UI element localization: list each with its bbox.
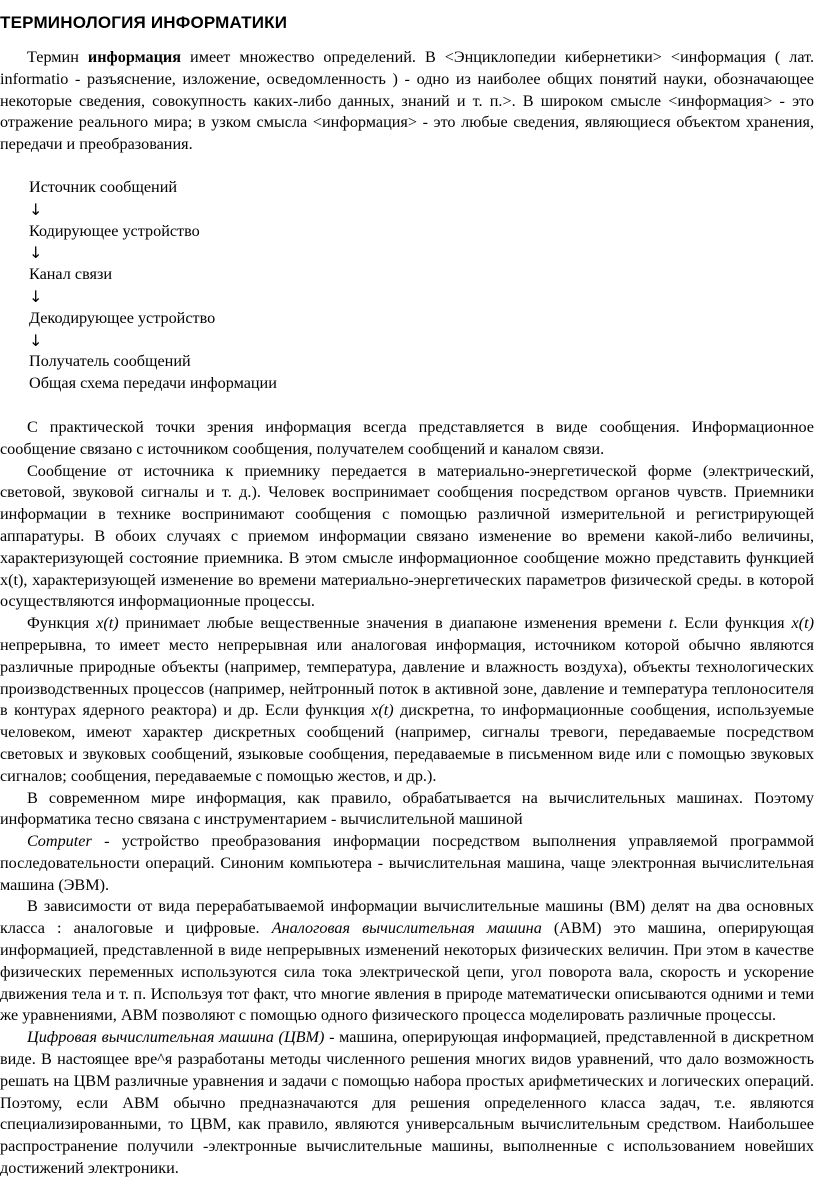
paragraph-analog [0, 896, 814, 1027]
paragraph-message: С практической точки зрения информация всегда представляется в виде сообщения. Информационное сообщение связано с источником сообщения, получателем сообщений и каналом связи. [0, 417, 814, 458]
text-run: - машина, оперирующая информацией, представленной в дискретном виде. В настоящее вре^я разработаны методы численного решения многих видов уравнений, что дало возможность решать на ЦВМ различные уравнения и задачи с помощью набора простых арифметических и логических операций. Поэтому, если АВМ обычно предназначаются для решения определенного класса задач, т.е. являются специализированными, то ЦВМ, как правило, являются универсальным вычислительным средством. Наибольшее распространение получили -электронные вычислительные машины, выполненные с использованием новейших достижений электроники. [0, 1028, 814, 1178]
text-run: непрерывна, то имеет место непрерывная или аналоговая информация, источником которой обычно являются различные природные объекты (например, температура, давление и влажность воздуха), объекты технологических производственных процессов (например, нейтронный поток в активной зоне, давление и температура теплоносителя в контурах ядерного реактора) и др. Если функция [0, 635, 814, 720]
term-italic: Computer [27, 832, 92, 851]
formula-italic: t [668, 614, 674, 633]
term-bold: информация [87, 48, 182, 66]
transmission-scheme [29, 177, 814, 395]
paragraph-digital [0, 1027, 814, 1180]
down-arrow-icon: ↓ [29, 243, 43, 263]
paragraph-function [0, 613, 814, 787]
formula-italic: x(t) [791, 614, 815, 633]
down-arrow-icon: ↓ [29, 199, 43, 219]
text-run: (АВМ) это машина, оперирующая информацией, представленной в виде непрерывных изменений некоторых физических величин. При этом в качестве физических переменных используются сила тока электрической цепи, угол поворота вала, скорость и ускорение движения тела и т. п. Используя тот факт, что многие явления в природе математически описываются одними и теми же уравнениями, АВМ позволяют с помощью одного физического процесса моделировать различные процессы. [0, 919, 814, 1025]
scheme-caption: Общая схема передачи информации [29, 374, 277, 393]
text-run: - устройство преобразования информации посредством выполнения управляемой программой последовательности операций. Синоним компьютера - вычислительная машина, чаще электронная вычислительная машина (ЭВМ). [0, 832, 814, 894]
text-run: дискретна, то информационные сообщения, используемые человеком, имеют характер дискретных сообщений (например, сигналы тревоги, передаваемые посредством световых и звуковых сообщений, языковые сообщения, передаваемые в письменном виде или с помощью звуковых сигналов; сообщения, передаваемые с помощью жестов, и др.). [0, 701, 814, 785]
scheme-receiver: Получатель сообщений [29, 352, 191, 371]
paragraph-computer-definition [0, 831, 814, 896]
scheme-decoder: Декодирующее устройство [29, 308, 216, 327]
text-run: Функция [27, 614, 97, 633]
text-run: принимает любые вещественные значения в диапаюне изменения времени [118, 614, 669, 633]
paragraph-message-form: Сообщение от источника к приемнику передается в материально-энергетической форме (электрический, световой, звуковой сигналы и т. д.). Человек воспринимает сообщения посредством органов чувств. Приемники информации в технике воспринимают сообщения с помощью различной измерительной и регистрирующей аппаратуры. В обоих случаях с приемом информации связано изменение во времени какой-либо величины, характеризующей состояние приемника. В этом смысле информационное сообщение можно представить функцией x(t), характеризующей изменение во времени материально-энергетических параметров физической среды. в которой осуществляются информационные процессы. [0, 461, 814, 611]
text-run: В зависимости от вида перерабатываемой информации вычислительные машины (ВМ) делят на два основных класса : аналоговые и цифровые. [0, 897, 814, 938]
scheme-channel: Канал связи [29, 265, 113, 284]
text-run: имеет множество определений. В <Энциклопедии кибернетики> <информация ( лат. informatio - разъяснение, изложение, осведомленность ) - одно из наиболее общих понятий науки, обозначающее некоторые сведения, совокупность каких-либо данных, знаний и т. п.>. В широком смысле <информация> - это отражение реального мира; в узком смысла <информация> - это любые сведения, являющиеся объектом хранения, передачи и преобразования. [0, 48, 815, 154]
text-run: . Если функция [673, 614, 792, 633]
down-arrow-icon: ↓ [29, 330, 43, 350]
page-title: ТЕРМИНОЛОГИЯ ИНФОРМАТИКИ [0, 13, 288, 32]
paragraph-computers: В современном мире информация, как правило, обрабатывается на вычислительных машинах. Поэтому информатика тесно связана с инструментарием - вычислительной машиной [0, 788, 814, 829]
scheme-source: Источник сообщений [29, 177, 178, 196]
formula-italic: x(t) [371, 701, 394, 720]
paragraph-definition [0, 47, 814, 156]
term-italic: Цифровая вычислительная машина (ЦВМ) [27, 1028, 325, 1047]
document-body [0, 47, 814, 1180]
scheme-encoder: Кодирующее устройство [29, 221, 200, 240]
down-arrow-icon: ↓ [29, 286, 43, 306]
text-run: Термин [27, 48, 88, 66]
formula-italic: x(t) [96, 614, 119, 633]
term-italic: Аналоговая вычислительная машина [271, 919, 542, 938]
